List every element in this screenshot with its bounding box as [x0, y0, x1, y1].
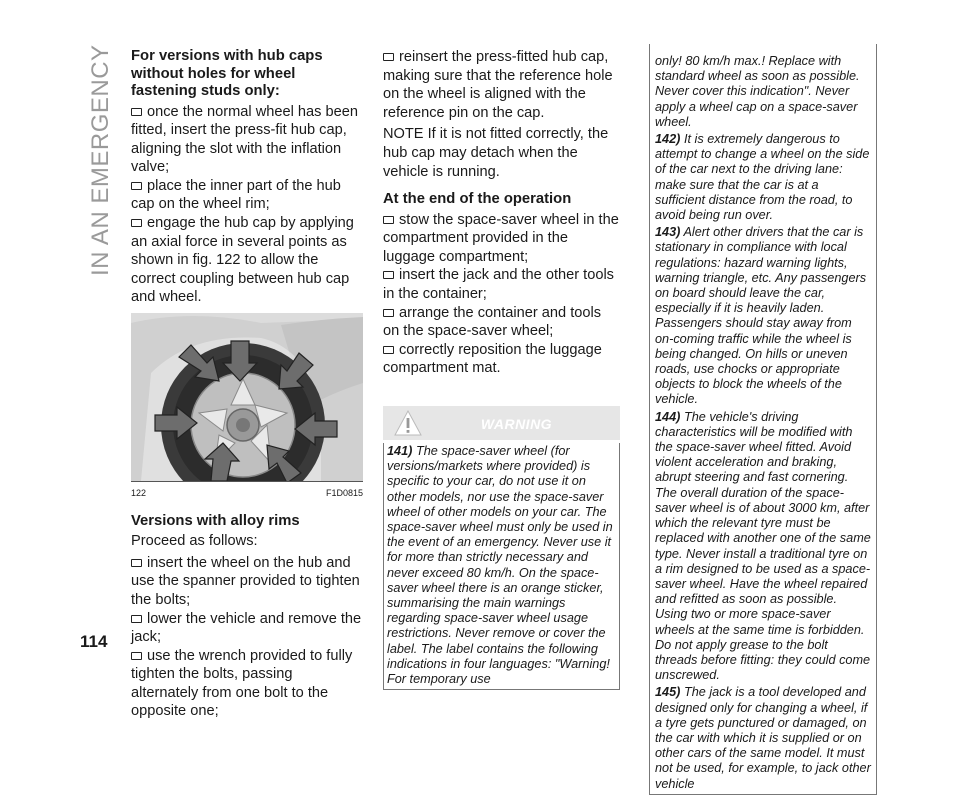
- page-number: 114: [80, 632, 108, 651]
- warning-text: It is extremely dangerous to attempt to change a wheel on the side of the car next to the driving lane: make sure that the car is at a sufficient distance from the road, to avoid being run over.: [655, 132, 870, 223]
- checkbox-bullet-icon: [383, 216, 394, 224]
- warning-note-145: [655, 685, 871, 791]
- checkbox-bullet-icon: [131, 615, 142, 623]
- warning-number: 142): [655, 132, 681, 147]
- warning-continuation: only! 80 km/h max.! Replace with standard wheel as soon as possible. Never cover this indication". Never apply a wheel cap on a space-saver wheel.: [655, 54, 860, 129]
- section-title-text: IN AN EMERGENCY: [87, 44, 114, 276]
- warning-note-144: [655, 410, 871, 684]
- list-item: arrange the container and tools on the space-saver wheel;: [383, 304, 602, 340]
- list-item: insert the wheel on the hub and use the spanner provided to tighten the bolts;: [131, 554, 360, 608]
- intro-text: Proceed as follows:: [131, 533, 258, 550]
- figure-caption: [131, 484, 363, 503]
- column-1: [131, 48, 363, 721]
- checkbox-bullet-icon: [131, 652, 142, 660]
- checkbox-bullet-icon: [131, 108, 142, 116]
- warning-header: [383, 406, 620, 440]
- figure-code: F1D0815: [325, 488, 363, 499]
- warning-number: 145): [655, 685, 681, 700]
- warning-number: 141): [387, 444, 413, 458]
- wheel-hubcap-illustration: [131, 313, 363, 482]
- heading-end-operation: At the end of the operation: [383, 191, 572, 208]
- list-item: place the inner part of the hub cap on the wheel rim;: [131, 177, 341, 213]
- list-item: once the normal wheel has been fitted, insert the press-fit hub cap, aligning the slot with the inflation valve;: [131, 103, 358, 176]
- section-title-vertical: [84, 40, 114, 280]
- checkbox-bullet-icon: [383, 346, 394, 354]
- warning-note-141: [383, 443, 620, 690]
- list-item: reinsert the press-fitted hub cap, making sure that the reference hole on the wheel is aligned with the reference pin on the cap.: [383, 49, 613, 121]
- figure-number: 122: [131, 488, 147, 499]
- list-item: lower the vehicle and remove the jack;: [131, 610, 362, 646]
- column-2: [383, 48, 620, 690]
- warning-number: 144): [655, 409, 681, 424]
- list-item: stow the space-saver wheel in the compartment provided in the luggage compartment;: [383, 211, 619, 265]
- checkbox-bullet-icon: [383, 53, 394, 61]
- heading-hubcaps: For versions with hub caps without holes for wheel fastening studs only:: [131, 48, 323, 99]
- warning-note-142: [655, 132, 871, 223]
- list-item: engage the hub cap by applying an axial force in several points as shown in fig. 122 to allow the correct coupling between hub cap and wheel.: [131, 215, 354, 306]
- warning-note-143: [655, 225, 871, 407]
- warning-title: WARNING: [480, 416, 553, 432]
- list-item: use the wrench provided to fully tighten the bolts, passing alternately from one bolt to the opposite one;: [131, 647, 353, 720]
- list-item: insert the jack and the other tools in the container;: [383, 267, 614, 303]
- warning-text: The vehicle's driving characteristics will be modified with the space-saver wheel fitted. Avoid violent acceleration and braking, abrupt steering and fast cornering. The overall duration of the space-saver wheel is of about 3000 km, after which the relevant tyre must be replaced with another one of the same type. Never install a traditional tyre on a rim designed to be used as a space-saver wheel. Have the wheel repaired and refitted as soon as possible. Using two or more space-saver wheels at the same time is forbidden. Do not apply grease to the bolt threads before fitting: they could come unscrewed.: [655, 409, 871, 683]
- checkbox-bullet-icon: [131, 219, 142, 227]
- warning-text: The space-saver wheel (for versions/markets where provided) is specific to your car, do not use it on other models, nor use the space-saver wheel of other models on your car. The space-saver wheel must only be used in the event of an emergency. Never use it for more than strictly necessary and never exceed 80 km/h. On the space-saver wheel there is an orange sticker, summarising the main warnings regarding space-saver wheel usage restrictions. Never remove or cover the label. The label contains the following indications in four languages: "Warning! For temporary use: [387, 444, 613, 687]
- checkbox-bullet-icon: [383, 309, 394, 317]
- checkbox-bullet-icon: [131, 559, 142, 567]
- list-item: correctly reposition the luggage compartment mat.: [383, 341, 602, 377]
- warning-notes-box: [649, 44, 877, 795]
- warning-text: The jack is a tool developed and designed only for changing a wheel, if a tyre gets punctured or damaged, on the car with which it is supplied or on other cars of the same model. It must not be used, for example, to jack other vehicle: [655, 685, 871, 791]
- heading-alloy-rims: Versions with alloy rims: [131, 512, 300, 529]
- warning-number: 143): [655, 225, 681, 240]
- checkbox-bullet-icon: [383, 271, 394, 279]
- warning-text: Alert other drivers that the car is stationary in compliance with local regulations: hazard warning lights, warning triangle, etc. Any passengers on board should leave the car, especially if it is heavily laden. Passengers should stay away from on-coming traffic while the wheel is being changed. On hills or uneven roads, use chocks or appropriate objects to block the wheels of the vehicle.: [655, 225, 867, 407]
- checkbox-bullet-icon: [131, 182, 142, 190]
- note-text: NOTE If it is not fitted correctly, the hub cap may detach when the vehicle is running.: [383, 126, 609, 180]
